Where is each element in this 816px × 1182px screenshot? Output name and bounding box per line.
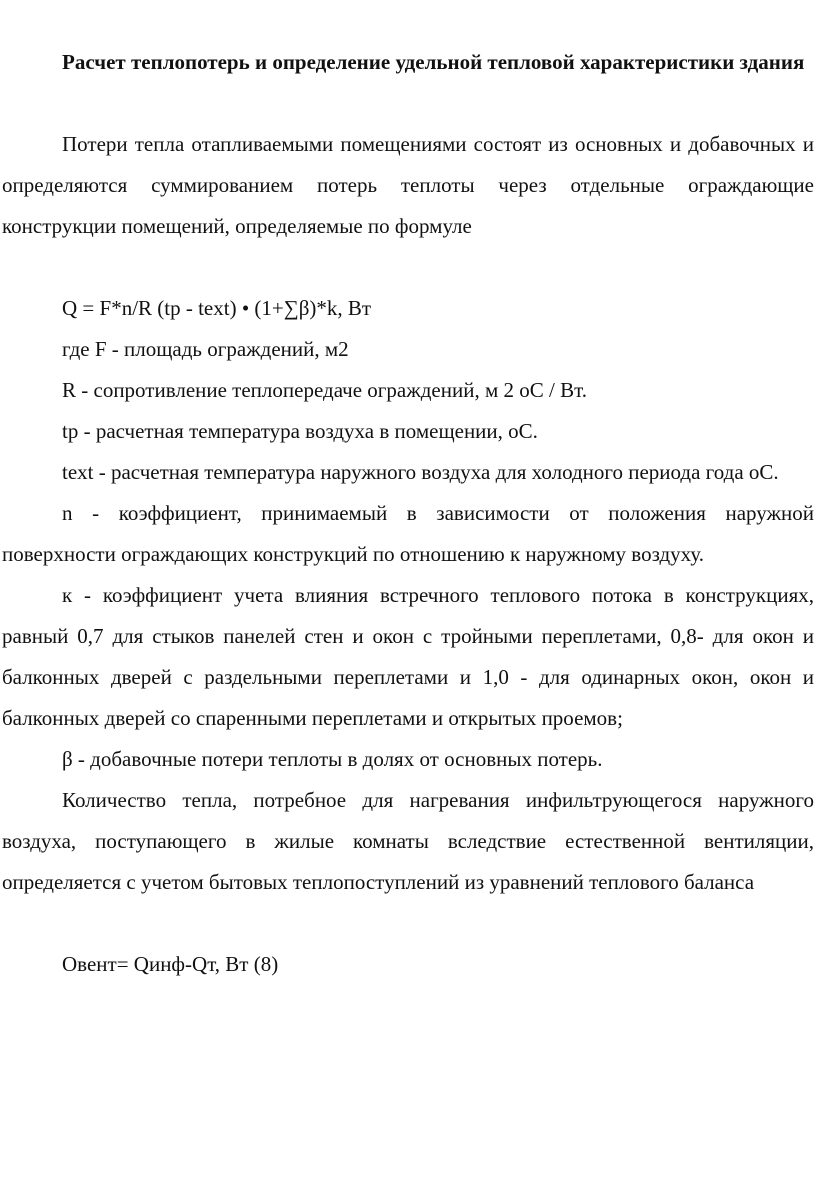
spacer — [2, 83, 814, 124]
definition-n: n - коэффициент, принимаемый в зависимости от положения наружной поверхности ограждающих конструкций по отношению к наружному воздуху. — [2, 501, 814, 566]
definition-tp: tр - расчетная температура воздуха в помещении, оС. — [62, 419, 538, 443]
heat-loss-formula: Q = F*n/R (tр - text) • (1+∑β)*k, Вт — [62, 296, 372, 320]
spacer — [2, 903, 814, 944]
definition-text: text - расчетная температура наружного воздуха для холодного периода года оС. — [62, 460, 779, 484]
definition-beta: β - добавочные потери теплоты в долях от основных потерь. — [62, 747, 603, 771]
ventilation-formula: Овент= Qинф-Qт, Вт (8) — [62, 952, 279, 976]
infiltration-paragraph: Количество тепла, потребное для нагревания инфильтрующегося наружного воздуха, поступающего в жилые комнаты вследствие естественной вентиляции, определяется с учетом бытовых теплопоступлений из уравнений теплового баланса — [2, 788, 814, 894]
definition-f: где F - площадь ограждений, м2 — [62, 337, 349, 361]
intro-paragraph: Потери тепла отапливаемыми помещениями состоят из основных и добавочных и определяются суммированием потерь теплоты через отдельные ограждающие конструкции помещений, определяемые по формуле — [2, 132, 814, 238]
definition-k: к - коэффициент учета влияния встречного теплового потока в конструкциях, равный 0,7 для стыков панелей стен и окон с тройными переплетами, 0,8- для окон и балконных дверей с раздельными переплетами и 1,0 - для одинарных окон, окон и балконных дверей со спаренными переплетами и открытых проемов; — [2, 583, 814, 730]
document-title: Расчет теплопотерь и определение удельной тепловой характеристики здания — [62, 50, 805, 74]
definition-r: R - сопротивление теплопередаче ограждений, м 2 оС / Вт. — [62, 378, 587, 402]
spacer — [2, 247, 814, 288]
